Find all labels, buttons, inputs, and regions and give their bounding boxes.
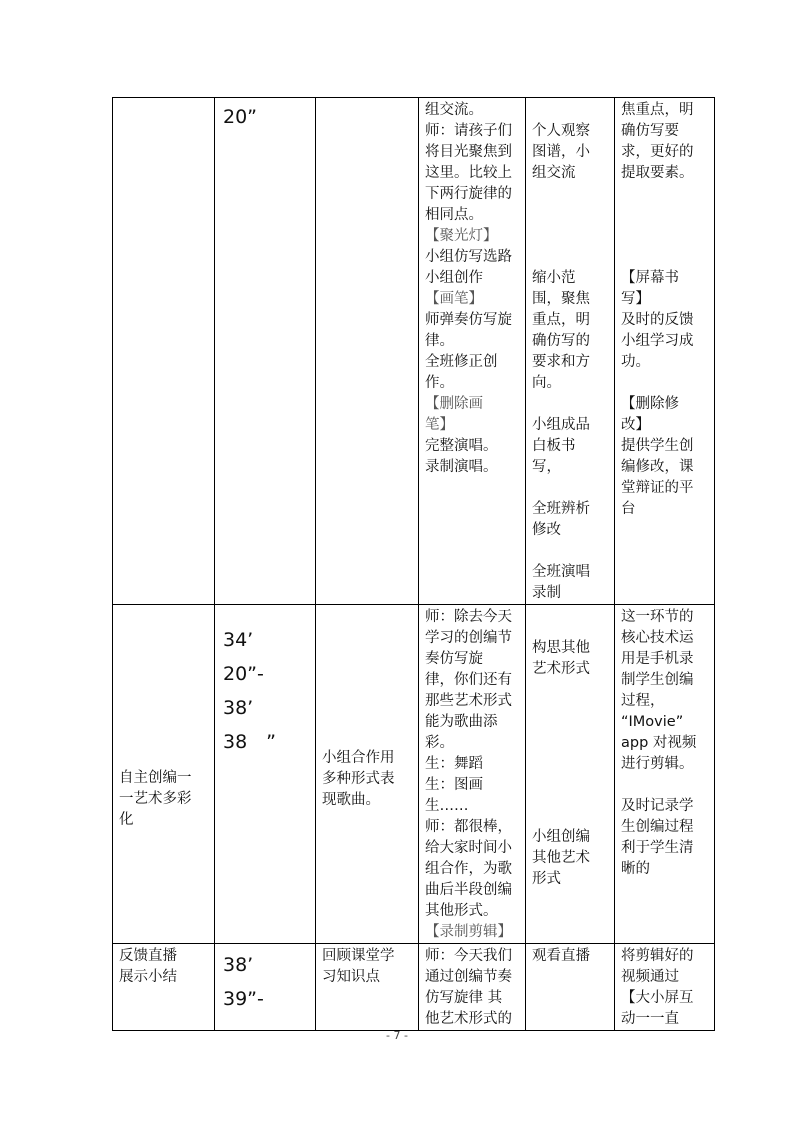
cell-line	[532, 743, 610, 764]
cell-line	[621, 373, 710, 394]
cell-line: 录制	[532, 585, 561, 601]
cell-line: 师：今天我们	[425, 948, 512, 964]
cell-line: 提取要素。	[621, 165, 694, 181]
learn-cell	[526, 605, 615, 944]
cell-line: 进行剪辑。	[621, 756, 694, 772]
cell-line: 全班辨析	[532, 501, 590, 517]
cell-line: 录制演唱。	[425, 459, 498, 475]
cell-line: 焦重点，明	[621, 102, 694, 118]
cell-line	[532, 205, 610, 226]
cell-line: 其他艺术	[532, 850, 590, 866]
cell-line: 现歌曲。	[322, 791, 380, 808]
cell-line: 形式	[532, 871, 561, 887]
cell-line: 律。	[425, 333, 454, 349]
cell-line	[532, 394, 610, 415]
cell-line	[532, 764, 610, 785]
cell-line: 【大小屏互	[621, 990, 694, 1006]
cell-line: 向。	[532, 375, 561, 391]
cell-line: 多种形式表	[322, 770, 395, 787]
cell-line: 将剪辑好的	[621, 948, 694, 964]
cell-line: 笔】	[425, 417, 454, 433]
cell-line: 全班演唱	[532, 564, 590, 580]
cell-line: 组交流。	[425, 102, 483, 118]
cell-line: 彩。	[425, 735, 454, 751]
tech-cell	[615, 98, 715, 605]
cell-line: 全班修正创	[425, 354, 498, 370]
cell-line: 回顾课堂学	[322, 948, 395, 964]
cell-line: 化	[119, 811, 134, 828]
cell-line: 晰的	[621, 861, 650, 877]
cell-line: 【屏幕书	[621, 270, 679, 286]
cell-line: 制学生创编	[621, 672, 694, 688]
cell-line: 曲后半段创编	[425, 882, 512, 898]
cell-line: 确仿写要	[621, 123, 679, 139]
cell-line	[532, 680, 610, 701]
cell-line: 他艺术形式的	[425, 1011, 512, 1027]
cell-line: “IMovie”	[621, 714, 684, 730]
time-cell	[215, 944, 316, 1031]
time-line: 34’	[223, 629, 254, 651]
learn-cell	[526, 944, 615, 1031]
cell-line: 功。	[621, 354, 650, 370]
stage-cell	[113, 605, 215, 944]
cell-line: 生：舞蹈	[425, 756, 483, 772]
cell-line: 利于学生清	[621, 840, 694, 856]
cell-line: 将目光聚焦到	[425, 144, 512, 160]
cell-line: 【删除修	[621, 396, 679, 412]
cell-line: 小组学习成	[621, 333, 694, 349]
teach-cell	[419, 605, 526, 944]
time-cell	[215, 605, 316, 944]
cell-line: 写，	[532, 459, 561, 475]
time-line: 20”-	[223, 663, 264, 685]
cell-line: 小组创作	[425, 270, 483, 286]
cell-line: 组交流	[532, 165, 576, 181]
cell-line: 相同点。	[425, 207, 483, 223]
cell-line: 确仿写的	[532, 333, 590, 349]
cell-line: 完整演唱。	[425, 438, 498, 454]
stage-cell	[113, 98, 215, 605]
cell-line: 编修改，课	[621, 459, 694, 475]
cell-line: 重点，明	[532, 312, 590, 328]
time-line: 38’	[223, 954, 254, 976]
cell-line: 生创编过程	[621, 819, 694, 835]
cell-line: 其他形式。	[425, 903, 498, 919]
cell-line	[621, 226, 710, 247]
cell-line: 自主创编一	[119, 769, 192, 786]
time-line: 39”-	[223, 988, 264, 1010]
cell-line	[532, 478, 610, 499]
cell-line: 缩小范	[532, 270, 576, 286]
cell-line: 核心技术运	[621, 630, 694, 646]
cell-line	[532, 806, 610, 827]
cell-line: 观看直播	[532, 948, 590, 964]
cell-line: 写】	[621, 291, 650, 307]
aim-cell	[316, 605, 419, 944]
cell-line: 奏仿写旋	[425, 651, 483, 667]
tech-cell	[615, 605, 715, 944]
cell-line: 生：图画	[425, 777, 483, 793]
cell-line: 学习的创编节	[425, 630, 512, 646]
cell-line: 作。	[425, 375, 454, 391]
table-row	[113, 944, 715, 1031]
cell-line: 小组合作用	[322, 749, 395, 766]
cell-line	[532, 701, 610, 722]
cell-line: 师：都很棒，	[425, 819, 512, 835]
cell-line: 提供学生创	[621, 438, 694, 454]
cell-line: 白板书	[532, 438, 576, 454]
cell-line: 一艺术多彩	[119, 790, 192, 807]
cell-line: 展示小结	[119, 969, 177, 985]
cell-line: 律，你们还有	[425, 672, 512, 688]
cell-line: 【画笔】	[425, 291, 483, 307]
cell-line	[621, 775, 710, 796]
cell-line: 【录制剪辑】	[425, 924, 512, 940]
cell-line	[621, 184, 710, 205]
cell-line	[532, 247, 610, 268]
teach-cell	[419, 944, 526, 1031]
cell-line: 及时记录学	[621, 798, 694, 814]
cell-line	[532, 100, 610, 121]
cell-line: 那些艺术形式	[425, 693, 512, 709]
cell-line: 视频通过	[621, 969, 679, 985]
cell-line	[532, 722, 610, 743]
cell-line	[532, 226, 610, 247]
cell-line: 师：请孩子们	[425, 123, 512, 139]
cell-line: 组合作，为歌	[425, 861, 512, 877]
stage-cell	[113, 944, 215, 1031]
page-number: - 7 -	[386, 1029, 408, 1042]
cell-line: 改】	[621, 417, 650, 433]
table-row	[113, 98, 715, 605]
time-cell	[215, 98, 316, 605]
cell-line: 构思其他	[532, 640, 590, 656]
table-row	[113, 605, 715, 944]
cell-line: 小组成品	[532, 417, 590, 433]
cell-line: 生……	[425, 798, 469, 814]
cell-line: 师弹奏仿写旋	[425, 312, 512, 328]
cell-line: 过程，	[621, 693, 665, 709]
cell-line: 小组创编	[532, 829, 590, 845]
cell-line: 用是手机录	[621, 651, 694, 667]
cell-line: 能为歌曲添	[425, 714, 498, 730]
aim-cell	[316, 944, 419, 1031]
time-line: 38’	[223, 697, 254, 719]
cell-line: 台	[621, 501, 636, 517]
cell-line: 【删除画	[425, 396, 483, 412]
cell-line: 围，聚焦	[532, 291, 590, 307]
cell-line: 修改	[532, 522, 561, 538]
cell-line: app 对视频	[621, 735, 697, 751]
cell-line	[532, 184, 610, 205]
cell-line: 个人观察	[532, 123, 590, 139]
cell-line: 小组仿写选路	[425, 249, 512, 265]
cell-line: 仿写旋律 其	[425, 990, 503, 1006]
cell-line: 给大家时间小	[425, 840, 512, 856]
cell-line: 图谱，小	[532, 144, 590, 160]
cell-line	[532, 785, 610, 806]
cell-line: 反馈直播	[119, 948, 177, 964]
time-line: 38 ”	[223, 731, 277, 753]
cell-line: 动一一直	[621, 1011, 679, 1027]
cell-line: 下两行旋律的	[425, 186, 512, 202]
cell-line	[621, 205, 710, 226]
learn-cell	[526, 98, 615, 605]
cell-line: 堂辩证的平	[621, 480, 694, 496]
cell-line: 艺术形式	[532, 661, 590, 677]
time-line: 20”	[223, 106, 258, 128]
tech-cell	[615, 944, 715, 1031]
cell-line: 习知识点	[322, 969, 380, 985]
teach-cell	[419, 98, 526, 605]
cell-line: 这里。比较上	[425, 165, 512, 181]
aim-cell	[316, 98, 419, 605]
cell-line	[532, 617, 610, 638]
cell-line: 要求和方	[532, 354, 590, 370]
cell-line: 求，更好的	[621, 144, 694, 160]
cell-line: 及时的反馈	[621, 312, 694, 328]
cell-line: 这一环节的	[621, 609, 694, 625]
lesson-plan-table	[112, 97, 715, 1031]
cell-line	[532, 541, 610, 562]
cell-line: 师：除去今天	[425, 609, 512, 625]
cell-line	[621, 247, 710, 268]
cell-line: 通过创编节奏	[425, 969, 512, 985]
cell-line: 【聚光灯】	[425, 228, 498, 244]
